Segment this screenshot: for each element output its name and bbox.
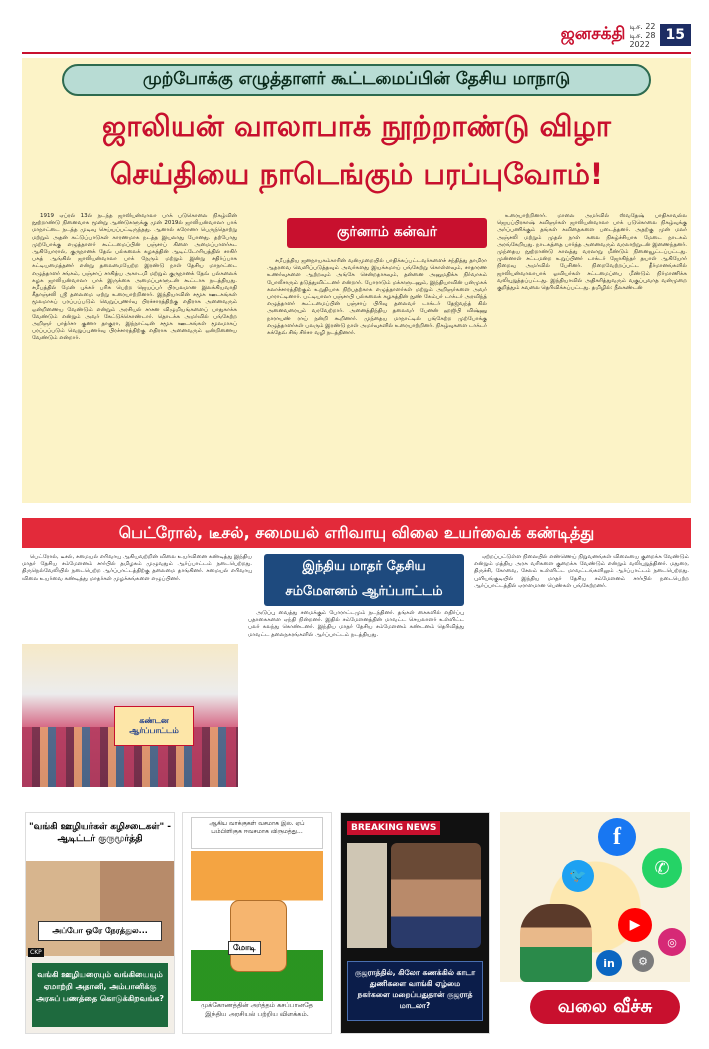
article-fuel-protest [22,548,691,795]
cartoon-caption: வங்கி ஊழியரையும் வங்கியையும் ஏமாற்றி அதானி, அம்பானிக்கு அரசுப் பணத்தை கொடுக்கிறவங்க? [32,963,168,1027]
linkedin-icon: in [596,950,622,976]
cartoon-tag: CKP [30,949,42,956]
cartoon-label: மோடி [228,941,261,955]
protest-banner: கண்டன ஆர்ப்பாட்டம் [114,706,194,746]
cartoon-text: ஆகிய வாக்குகள் வசமாக இல. ஏப் பம்பிளிகுக ஈவசமாக விருமத்து... [191,817,323,849]
portrait-photos [26,861,174,956]
article-fuel-headline: பெட்ரோல், டீசல், சமையல் எரிவாயு விலை உயர்வைக் கண்டித்து [22,518,691,548]
author-byline: குர்னாம் கன்வர் [287,218,487,248]
cartoon-caption: முக்கோணத்தின் அர்த்தம் கசப்பானதே இந்திய அரசியல் பற்றிய விளக்கம். [200,1001,314,1018]
person-illustration [520,904,592,982]
newspaper-name: ஜனசக்தி [560,24,626,44]
fuel-column-3: ஏற்றப்பட்டுள்ள நிலையில் எண்ணெய் நிறுவனங்கள் விலையை குறைக்க வேண்டும் என்றும் மத்திய அரசு வரிகளை குறைக்க வேண்டும் என்றும் வலியுறுத்தினர். மதுரை, திருச்சி, கோவை, சேலம் உள்ளிட்ட மாவட்டங்களிலும் ஆர்ப்பாட்டம் நடைபெற்றது. புளியங்குடியில் இந்திய மாதர் தேசிய சம்மேளனம் சார்பில் நடைபெற்ற ஆர்ப்பாட்டத்தில் ஏராளமான பெண்கள் பங்கேற்றனர். [474,554,689,589]
issue-date: டிச. 22 டிச. 28 2022 [629,21,656,49]
youtube-icon: ▶ [618,908,652,942]
wall-image [347,843,387,948]
article-headline: ஜாலியன் வாலாபாக் நூற்றாண்டு விழா செய்தியை நாடெங்கும் பரப்புவோம்! [102,109,611,191]
protest-photo [22,644,238,787]
twitter-icon: 🐦 [562,860,594,892]
article-kicker: முற்போக்கு எழுத்தாளர் கூட்டமைப்பின் தேசிய மாநாடு [62,64,651,96]
speaker-photo [391,843,481,948]
article-column-3: உரையாற்றினார். மாலை அமர்வில் ஸ்வதேஷ் பாதிகாவல்ல ஜெயப்பிரகாஷ் கவிஞர்கள் ஜாலியன்வாலா பாக் படுகொலை நிகழ்வுக்கு அர்ப்பணிக்கும் தங்கள் கவிதைகளை படைத்தனர். அதற்கு முன் மலர் அஞ்சலி மற்றும் முதல் நாள் கலை நிகழ்ச்சியாக மேடை நாடகம் அரங்கேறியது. நாடகத்தை பார்த்த அனைவரும் வரலாற்றுடன் இணைந்தனர். முந்தைய நூற்றாண்டு காலத்து வரலாறு மீண்டும் நினைவூட்டப்பட்டது. முன்னாள் சட்டமன்ற உறுப்பினர் டாக்டர் ஜோகிந்தர் தயாள் ஆகியோர் நிறைவு அமர்வில் பேசினர். நிறைவேற்றப்பட்ட தீர்மானங்களில் ஜாலியன்வாலாபாக் ஓவியர்கள் சட்டமைப்பை மீண்டும் நிர்மாணிக்க வலியுறுத்தப்பட்டது. இந்தியாவில் அதிகரித்துவரும் வகுப்புவாத வன்முறை குறித்தும் கவலை தெரிவிக்கப்பட்டது. தமிழில்: நீலகண்டன் [497,213,687,292]
cartoon-flag [182,812,332,1034]
whatsapp-icon: ✆ [642,848,682,888]
column-title: வலை வீச்சு [530,990,680,1024]
news-caption: குஜராத்தில், கிலோ கணக்கில் காடா துணிகளை வாங்கி ஏழ்மை நகர்களை மறைப்பதுதான் குஜராத் மாடலா? [347,961,483,1021]
fuel-column-2: அடுப்பு வைத்து சமைக்கும் போராட்டமும் நடந்தினர். தங்கள் கைகளில் எதிர்ப்பு பதாகைகளை ஏந்தி நின்றனர். இதில் சம்மேளனத்தின் மாவட்ட செயலாளர் உள்ளிட்ட பலர் கலந்து கொண்டனர். இந்திய மாதர் தேசிய சம்மேளனம் கண்டனம் தெரிவித்து மாவட்ட தலைநகரங்களில் ஆர்ப்பாட்டம் நடத்தியது. [248,610,464,638]
settings-icon: ⚙ [632,950,654,972]
cartoon-quote: அப்போ ஒரே நேரத்துல... [38,921,162,941]
article-column-1: 1919 ஏப்ரல் 13ல் நடந்த ஜாலியன்வாலா பாக் படுகொலை நிகழ்வின் நூற்றாண்டு நினைவாக மூன்று ஆண்டுகளுக்கு முன் 2019ல் ஜாலியன்வாலா பாக் மாநாட்டை நடத்த முடிவு செய்யப்பட்டிருந்தது. ஆனால் கரோனா பெருந்தொற்று மற்றும் அதன் கட்டுப்பாடுகள் காரணமாக நடத்த இயலாது போனது. தற்போது முற்போக்கு எழுத்தாளர் கூட்டமைப்பின் பஞ்சாப் கிளை அமைப்பாளர்கட ஆகியோரால், குருநானக் தேவ் பல்கலைக் கழகத்தின் ஆடிட்டோரியத்தில் சாகிர் பகத் ஆங்கில் ஜாலியன்வாலா பாக் நேரும் மற்றும் இன்று சதிர்ப்பாக கட்டியமைத்தனர் என்று தலைமையேற்ற இரண்டு நாள் தேசிய மாநாட்டை எழுத்தாளர் சங்கம், பஞ்சாப் சாகித்ய அகாடமி மற்றும் குருநானக் தேவ் பல்கலைக் கழக ஜாலியன்வாலா பாக் இருக்கை அமைப்புகளுடன் கூட்டாக நடத்தியது. சமீபத்தில் மேன் புக்கர் பரிசு பெற்ற ஜெயப்பர் பிரபலமான இலக்கியவாதி கீதாஞ்சலி ஸ்ரீ தலைமை ஏற்று உரையாற்றினார். இந்தியாவின் சமூக ஊடகங்கள் மூலமாகப் பரப்பப்படும் வெறுப்புணர்வு பிரச்சாரத்திற்கு எதிராக அனைவரும் ஒன்றிணைய வேண்டும் என்றும் அரசியல் சாசன விழுமியங்களைப் பாதுகாக்க வேண்டும் என்றும் அவர் கேட்டுக்கொண்டார். தொடக்க அமர்வில் பங்கேற்ற அறிஞர் பாத்ர்சா குணா தாகுரா, இந்நாட்டின் சமூக ஊடகங்கள் மூலமாகப் பரப்பப்படும் வெறுப்புணர்வு பிரச்சாரத்திற்கு எதிராக அனைவரும் ஒன்றிணைய வேண்டும் என்றார். [32,213,237,342]
facebook-icon: f [598,818,636,856]
jug-illustration [231,901,286,971]
breaking-news-badge: BREAKING NEWS [347,821,440,835]
fuel-subhead: இந்திய மாதர் தேசிய சம்மேளனம் ஆர்ப்பாட்டம் [264,554,464,606]
social-media-graphic [500,812,690,1034]
fuel-column-1: பெட்ரோல், டீசல், சமையல் எரிவாயு ஆகியவற்றின் விலை உயர்வினை கண்டித்து இந்திய மாதர் தேசிய சம்மேளனம் சார்பில் தமிழகம் முழுவதும் ஆர்ப்பாட்டம் நடைபெற்றது. திருநெல்வேலியில் நடைபெற்ற ஆர்ப்பாட்டத்திற்கு தலைமை தாங்கினர். சமையல் எரிவாயு விலை உயர்வை கண்டித்து மாதர்கள் முழக்கங்களை எழுப்பினர். [22,554,252,582]
news-card [340,812,490,1034]
cartoon-bank-workers [25,812,175,1034]
page-number: 15 [660,24,691,46]
article-column-2: சமீபத்திய ஜனநாயகம்காரின் வன்முறையில் பாதிக்கப்பட்டவர்களைச் சந்தித்து தாமிரா ஆதரவை வெளிப்படுத்தவும் அவர்களது இயக்கமாய் பங்கேற்று கொள்ளவும், சாதாரண உணர்வுகளை ஆற்றவும் அங்கே சென்றதாகவும், தன்னை அனுமதிக்க நிர்வாகம் போலீசாரும் தடுத்துவிட்டனர் என்றார். போராடும் மக்களுடனும், இந்தியாவின் பன்முகக் கலாச்சாரத்திற்கும் உறுதியாக நிற்பதற்காக எழுத்தாளர்கள் மற்றும் அறிஞர்களை அவர் பாராட்டினார். பட்டியாலா பஞ்சாபி பல்கலைக் கழகத்தின் நுண் கேம்பர் டாக்டர் அரவிந்த் எழுத்தாளர் கூட்டமைப்பின் பஞ்சாப் பிரிவு தலைவர் டாக்டர் தேஜ்வந்த் கில் அனைவரையும் வரவேற்றார். அனைத்திந்திய தலைவர் பேனன் ஹஜிபி விஷ்ணு நாராயண் ராய் நன்றி கூறினார். முந்தைய மாநாட்டில் பங்கேற்ற முற்போக்கு எழுத்தாளர்கள் பலரும் இரண்டு நாள் அமர்வுகளில் உரையாற்றினர். நிகழ்வுகளை டாக்டர் சுக்தேவ் சிங் சிர்சா வழி நடத்தினார். [267,258,487,337]
masthead [561,20,691,50]
header-rule [22,52,691,54]
cartoon-title: "வங்கி ஊழியர்கள் கழிசடைகள்" - ஆடிட்டர் குருமூர்த்தி [26,813,174,861]
instagram-icon: ◎ [658,928,686,956]
article-jallianwala [22,58,691,503]
